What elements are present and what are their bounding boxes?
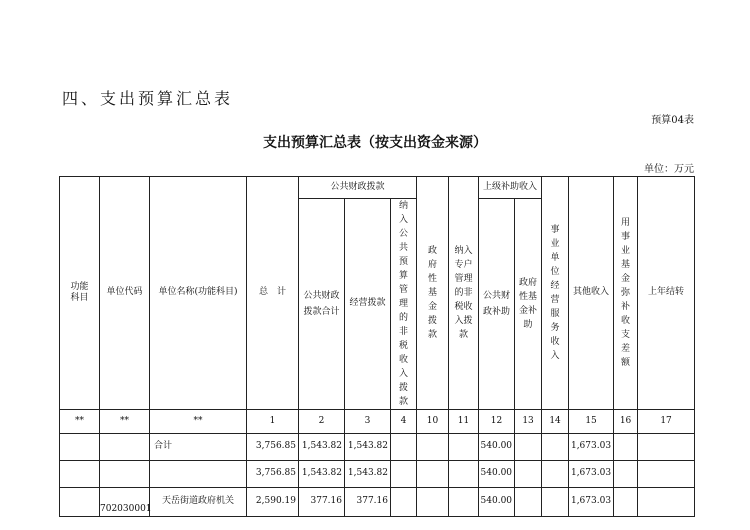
- table-title: 支出预算汇总表（按支出资金来源）: [263, 135, 487, 151]
- header-func-subject: 功能科目: [60, 177, 100, 410]
- header-business-fund: 用事业基金弥补收支差额: [614, 177, 638, 410]
- header-special-nontax: 纳入专户管理的非税收入拨款: [449, 177, 479, 410]
- table-row: [60, 461, 695, 488]
- pf-total-cell: 1,543.82: [299, 434, 345, 461]
- header-gov-fund: 政府性基金拨款: [417, 177, 449, 410]
- unit-name-cell: [150, 461, 247, 488]
- superior-public-cell: 540.00: [479, 434, 515, 461]
- header-other-income: 其他收入: [569, 177, 614, 410]
- operating-cell: 1,543.82: [345, 461, 391, 488]
- unit-name-cell: 天岳街道政府机关: [150, 488, 247, 517]
- total-cell: 3,756.85: [247, 434, 299, 461]
- index-cell: 3: [345, 410, 391, 434]
- other-income-cell: 1,673.03: [569, 461, 614, 488]
- index-cell: **: [60, 410, 100, 434]
- header-public-finance-total: 公共财政拨款合计: [299, 199, 345, 410]
- superior-public-cell: 540.00: [479, 488, 515, 517]
- header-unit-name: 单位名称(功能科目): [150, 177, 247, 410]
- table-row: [60, 434, 695, 461]
- header-nontax-budget: 纳入公共预算管理的非税收入拨款: [391, 199, 417, 410]
- operating-cell: 1,543.82: [345, 434, 391, 461]
- header-carryover: 上年结转: [638, 177, 695, 410]
- header-total: 总 计: [247, 177, 299, 410]
- header-operating-funds: 经营拨款: [345, 199, 391, 410]
- unit-name-cell: 合计: [150, 434, 247, 461]
- other-income-cell: 1,673.03: [569, 434, 614, 461]
- header-public-finance-group: 公共财政拨款: [299, 177, 417, 199]
- unit-code-cell: [100, 461, 150, 488]
- index-cell: 12: [479, 410, 515, 434]
- index-cell: 2: [299, 410, 345, 434]
- unit-code-cell: 702030001: [100, 488, 150, 517]
- header-superior-subsidy-group: 上级补助收入: [479, 177, 542, 199]
- index-cell: 14: [542, 410, 569, 434]
- index-cell: 4: [391, 410, 417, 434]
- index-cell: **: [100, 410, 150, 434]
- operating-cell: 377.16: [345, 488, 391, 517]
- index-cell: 10: [417, 410, 449, 434]
- header-unit-code: 单位代码: [100, 177, 150, 410]
- unit-label: 单位：万元: [644, 164, 694, 175]
- index-cell: 16: [614, 410, 638, 434]
- pf-total-cell: 377.16: [299, 488, 345, 517]
- other-income-cell: 1,673.03: [569, 488, 614, 517]
- index-cell: 17: [638, 410, 695, 434]
- form-number: 预算04表: [651, 115, 694, 126]
- header-superior-gov-fund: 政府性基金补助: [515, 199, 542, 410]
- total-cell: 3,756.85: [247, 461, 299, 488]
- header-superior-public: 公共财政补助: [479, 199, 515, 410]
- total-cell: 2,590.19: [247, 488, 299, 517]
- index-cell: 15: [569, 410, 614, 434]
- index-cell: 1: [247, 410, 299, 434]
- table-row: [60, 488, 695, 517]
- header-business-income: 事业单位经营服务收入: [542, 177, 569, 410]
- index-cell: 11: [449, 410, 479, 434]
- index-cell: 13: [515, 410, 542, 434]
- pf-total-cell: 1,543.82: [299, 461, 345, 488]
- superior-public-cell: 540.00: [479, 461, 515, 488]
- budget-summary-table: [59, 176, 695, 517]
- unit-code-cell: [100, 434, 150, 461]
- index-cell: **: [150, 410, 247, 434]
- section-heading: 四、支出预算汇总表: [62, 89, 234, 108]
